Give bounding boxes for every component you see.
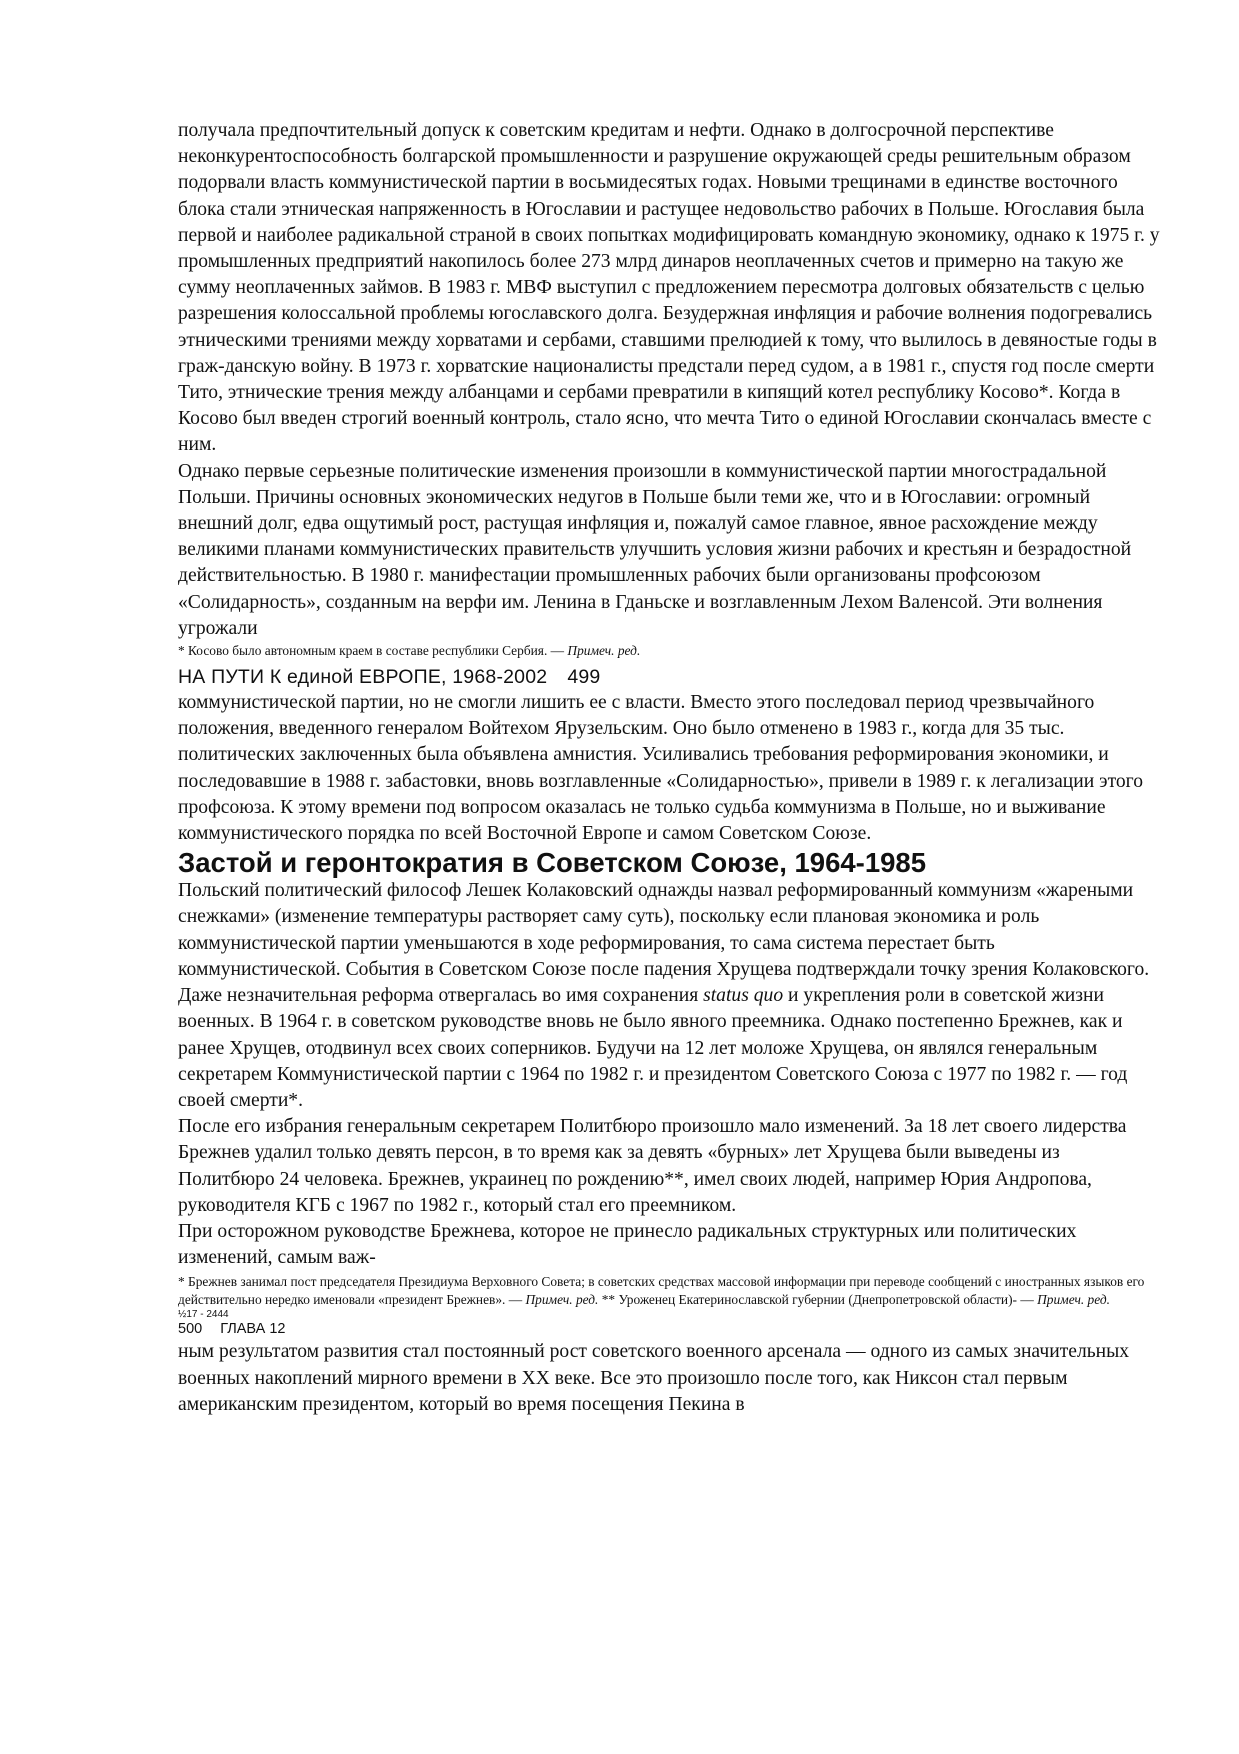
body-paragraph: получала предпочтительный допуск к советским кредитам и нефти. Однако в долгосрочной перспективе неконкурентоспособность болгарской промышленности и разрушение окружающей среды решительным образом подорвали власть коммунистической партии в восьмидесятых годах. Новыми трещинами в единстве восточного блока стали этническая напряженность в Югославии и растущее недовольство рабочих в Польше. Югославия была первой и наиболее радикальной страной в своих попытках модифицировать командную экономику, однако к 1975 г. у промышленных предприятий накопилось более 273 млрд динаров неоплаченных счетов и примерно на такую же сумму неоплаченных займов. В 1983 г. МВФ выступил с предложением пересмотра долговых обязательств с целью разрешения колоссальной проблемы югославского долга. Безудержная инфляция и рабочие волнения подогревались этническими трениями между хорватами и сербами, ставшими прелюдией к тому, что вылилось в девяностые годы в граж-данскую войну. В 1973 г. хорватские националисты предстали перед судом, а в 1981 г., спустя год после смерти Тито, этнические трения между албанцами и сербами превратили в кипящий котел республику Косово*. Когда в Косово был введен строгий военный контроль, стало ясно, что мечта Тито о единой Югославии скончалась вместе с ним. — [178, 120, 1160, 456]
body-paragraph — [178, 878, 1160, 1114]
footnote — [178, 1273, 1160, 1309]
section-title: Застой и геронтократия в Советском Союзе, 1964-1985 — [178, 847, 927, 879]
footnote-editor-note: Примеч. ред. — [525, 1292, 599, 1308]
footnote-text: * Косово было автономным краем в составе республики Сербия. — — [178, 643, 568, 659]
running-header-title: НА ПУТИ К единой ЕВРОПЕ, 1968-2002 — [178, 666, 548, 689]
chapter-label: ГЛАВА 12 — [220, 1321, 286, 1338]
body-paragraph: коммунистической партии, но не смогли лишить ее с власти. Вместо этого последовал период чрезвычайного положения, введенного генералом Войтехом Ярузельским. Оно было отменено в 1983 г., когда для 35 тыс. политических заключенных была объявлена амнистия. Усиливались требования реформирования экономики, и последовавшие в 1988 г. забастовки, вновь возглавленные «Солидарностью», привели в 1989 г. к легализации этого профсоюза. К этому времени под вопросом оказалась не только судьба коммунизма в Польше, но и выживание коммунистического порядка по всей Восточной Европе и самом Советском Союзе. — [178, 692, 1144, 845]
footnote-editor-note: Примеч. ред. — [1037, 1292, 1110, 1308]
page-number: 499 — [567, 666, 601, 689]
footnote-text: * Брежнев занимал пост председателя Президиума Верховного Совета; в советских средствах массовой информации при переводе сообщений с иностранных языков его действительно нередко именовали «президент Брежнев». — — [178, 1274, 1145, 1308]
body-paragraph: ным результатом развития стал постоянный рост советского военного арсенала — одного из самых значительных военных накоплений мирного времени в XX веке. Все это произошло после того, как Никсон стал первым американским президентом, который во время посещения Пекина в — [178, 1341, 1130, 1415]
footnote-editor-note: Примеч. ред. — [567, 643, 641, 659]
paragraph-text: Польский политический философ Лешек Колаковский однажды назвал реформированный коммунизм «жареными снежками» (изменение температуры растворяет саму суть), поскольку если плановая экономика и роль коммунистической партии уменьшаются в ходе реформирования, то сама система перестает быть коммунистической. События в Советском Союзе после падения Хрущева подтверждали точку зрения Колаковского. Даже незначительная реформа отвергалась во имя сохранения — [178, 880, 1150, 1007]
body-paragraph: При осторожном руководстве Брежнева, которое не принесло радикальных структурных или политических изменений, самым важ- — [178, 1220, 1077, 1269]
paragraph-text: и укрепления роли в советской жизни военных. В 1964 г. в советском руководстве вновь не было явного преемника. Однако постепенно Брежнев, как и ранее Хрущев, отодвинул всех своих соперников. Будучи на 12 лет моложе Хрущева, он являлся генеральным секретарем Коммунистической партии с 1964 по 1982 г. и президентом Советского Союза с 1977 по 1982 г. — год своей смерти*. — [178, 985, 1128, 1111]
footnote-text: ** Уроженец Екатеринославской губернии (Днепропетровской области)- — — [598, 1292, 1038, 1308]
italic-phrase: status quo — [703, 985, 784, 1007]
body-paragraph: Однако первые серьезные политические изменения произошли в коммунистической партии многострадальной Польши. Причины основных экономических недугов в Польше были теми же, что и в Югославии: огромный внешний долг, едва ощутимый рост, растущая инфляция и, пожалуй самое главное, явное расхождение между великими планами коммунистических правительств улучшить условия жизни рабочих и крестьян и безрадостной действительностью. В 1980 г. манифестации промышленных рабочих были организованы профсоюзом «Солидарность», созданным на верфи им. Ленина в Гданьске и возглавленным Лехом Валенсой. Эти волнения угрожали — [178, 460, 1132, 639]
page-number: 500 — [178, 1321, 203, 1338]
footnote — [178, 642, 1160, 660]
running-header — [178, 1320, 1160, 1339]
running-header — [178, 664, 1160, 690]
body-paragraph: После его избрания генеральным секретарем Политбюро произошло мало изменений. За 18 лет своего лидерства Брежнев удалил только девять персон, в то время как за девять «бурных» лет Хрущева были выведены из Политбюро 24 человека. Брежнев, украинец по рождению**, имел своих людей, например Юрия Андропова, руководителя КГБ с 1967 по 1982 г., который стал его преемником. — [178, 1116, 1127, 1216]
book-page — [178, 118, 1160, 1418]
printer-signature: ½17 - 2444 — [178, 1309, 229, 1321]
